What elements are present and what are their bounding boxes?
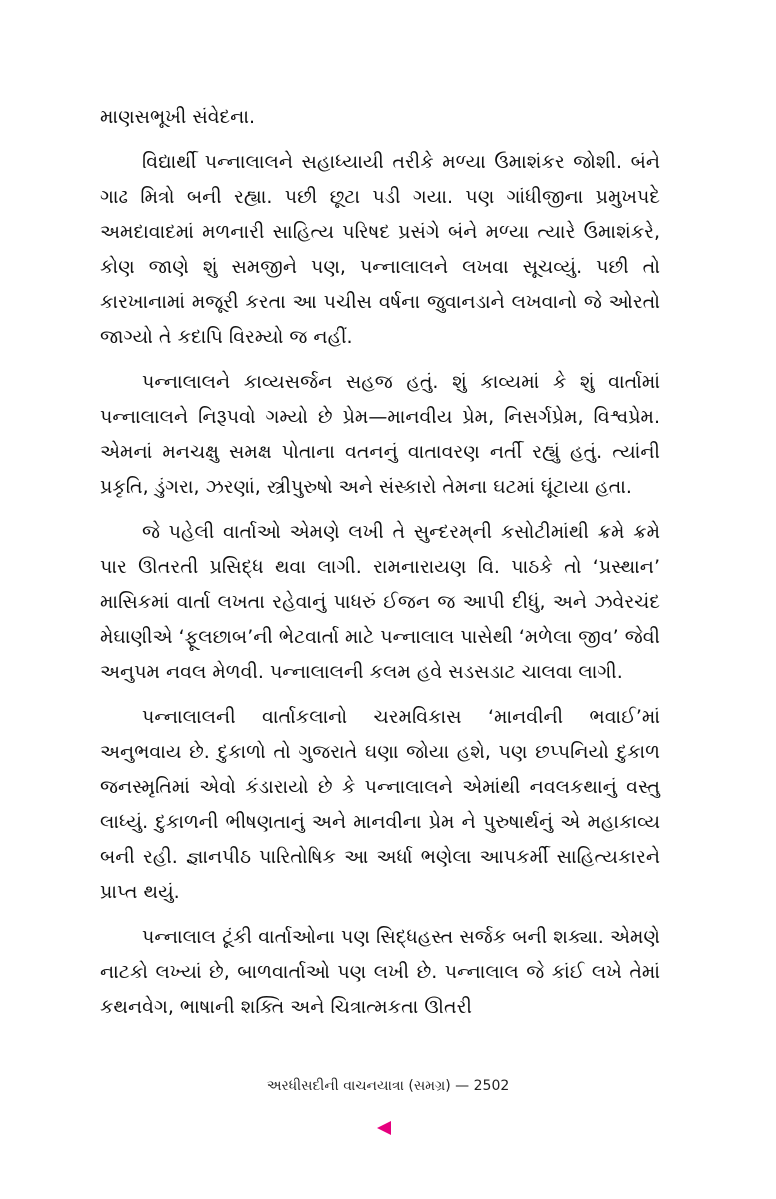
paragraph: પન્નાલાલની વાર્તાકલાનો ચરમવિકાસ ‘માનવીની ભવાઈ’માં અનુભવાય છે. દુકાળો તો ગુજરાતે ઘણા જોયા હશે, પણ છપ્પનિયો દુકાળ જનસ્મૃતિમાં એવો કંડારાયો છે કે પન્નાલાલને એમાંથી નવલકથાનું વસ્તુ લાધ્યું. દુકાળની ભીષણતાનું અને માનવીના પ્રેમ ને પુરુષાર્થનું એ મહાકાવ્ય બની રહી. જ્ઞાનપીઠ પારિતોષિક આ અર્ધા ભણેલા આપકર્મી સાહિત્યકારને પ્રાપ્ત થયું. bbox=[100, 706, 660, 903]
paragraph-continuation: માણસભૂખી સંવેદના. bbox=[100, 106, 256, 128]
paragraph: પન્નાલાલને કાવ્યસર્જન સહજ હતું. શું કાવ્યમાં કે શું વાર્તામાં પન્નાલાલને નિરૂપવો ગમ્યો છે પ્રેમ—માનવીય પ્રેમ, નિસર્ગપ્રેમ, વિશ્વપ્રેમ. એમનાં મનચક્ષુ સમક્ષ પોતાના વતનનું વાતાવરણ નર્તી રહ્યું હતું. ત્યાંની પ્રકૃતિ, ડુંગરા, ઝરણાં, સ્ત્રીપુરુષો અને સંસ્કારો તેમના ઘટમાં ઘૂંટાયા હતા. bbox=[100, 371, 660, 498]
paragraph: પન્નાલાલ ટૂંકી વાર્તાઓના પણ સિદ્ધહસ્ત સર્જક બની શક્યા. એમણે નાટકો લખ્યાં છે, બાળવાર્તાઓ પણ લખી છે. પન્નાલાલ જે કાંઈ લખે તેમાં કથનવેગ, ભાષાની શક્તિ અને ચિત્રાત્મકતા ઊતરી bbox=[100, 926, 660, 1018]
paragraph: વિદ્યાર્થી પન્નાલાલને સહાધ્યાયી તરીકે મળ્યા ઉમાશંકર જોશી. બંને ગાઢ મિત્રો બની રહ્યા. પછી છૂટા પડી ગયા. પણ ગાંધીજીના પ્રમુખપદે અમદાવાદમાં મળનારી સાહિત્ય પરિષદ પ્રસંગે બંને મળ્યા ત્યારે ઉમાશંકરે, કોણ જાણે શું સમજીને પણ, પન્નાલાલને લખવા સૂચવ્યું. પછી તો કારખાનામાં મજૂરી કરતા આ પચીસ વર્ષના જુવાનડાને લખવાનો જે ઓરતો જાગ્યો તે કદાપિ વિરમ્યો જ નહીં. bbox=[100, 151, 660, 348]
page-footer: અરધીસદીની વાચનયાત્રા (સમગ્ર) — 2502 bbox=[266, 1078, 510, 1094]
previous-page-icon[interactable] bbox=[377, 1121, 391, 1135]
paragraph: જે પહેલી વાર્તાઓ એમણે લખી તે સુન્દરમ્‌ની કસોટીમાંથી ક્રમે ક્રમે પાર ઊતરતી પ્રસિદ્ધ થવા લાગી. રામનારાયણ વિ. પાઠકે તો ‘પ્રસ્થાન’ માસિકમાં વાર્તા લખતા રહેવાનું પાધરું ઈજન જ આપી દીધું, અને ઝવેરચંદ મેઘાણીએ ‘ફૂલછાબ’ની ભેટવાર્તા માટે પન્નાલાલ પાસેથી ‘મળેલા જીવ’ જેવી અનુપમ નવલ મેળવી. પન્નાલાલની કલમ હવે સડસડાટ ચાલવા લાગી. bbox=[100, 521, 660, 683]
body-text bbox=[100, 100, 660, 1035]
